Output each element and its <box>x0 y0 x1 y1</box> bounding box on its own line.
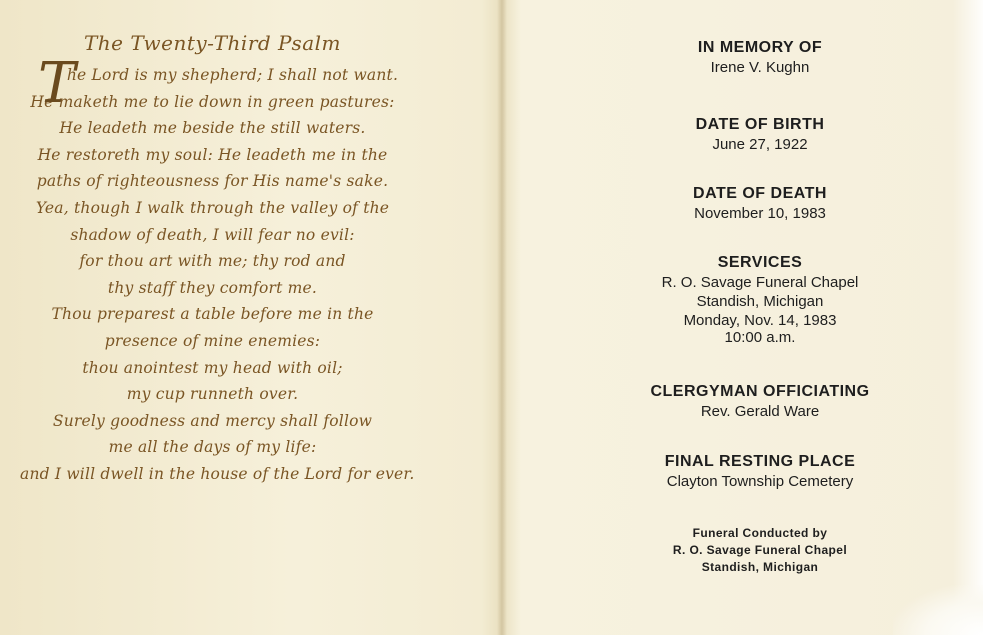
conducted-by: R. O. Savage Funeral Chapel <box>672 543 848 557</box>
psalm-line: thy staff they comfort me. <box>107 278 318 297</box>
psalm-panel <box>20 30 415 488</box>
in-memory-block <box>620 38 900 77</box>
in-memory-heading: IN MEMORY OF <box>697 39 823 56</box>
psalm-line: me all the days of my life: <box>108 438 317 457</box>
psalm-line: shadow of death, I will fear no evil: <box>70 225 355 244</box>
resting-block <box>620 452 900 491</box>
conducted-block <box>620 525 900 576</box>
resting-heading: FINAL RESTING PLACE <box>664 453 856 470</box>
psalm-title: The Twenty-Third Psalm <box>83 31 342 55</box>
psalm-lines <box>20 51 415 488</box>
birth-date: June 27, 1922 <box>712 136 808 153</box>
services-city: Standish, Michigan <box>696 293 824 310</box>
birth-block <box>620 115 900 154</box>
psalm-line: Thou preparest a table before me in the <box>51 305 374 324</box>
psalm-line: He leadeth me beside the still waters. <box>59 119 366 138</box>
psalm-line: He maketh me to lie down in green pastures: <box>30 92 395 111</box>
conducted-city: Standish, Michigan <box>701 560 819 574</box>
services-heading: SERVICES <box>717 254 803 271</box>
psalm-line: and I will dwell in the house of the Lord for ever. <box>20 464 415 483</box>
death-block <box>620 184 900 223</box>
deceased-name: Irene V. Kughn <box>710 59 810 76</box>
services-time: 10:00 a.m. <box>724 329 796 346</box>
psalm-line: Surely goodness and mercy shall follow <box>52 411 373 430</box>
services-block <box>620 253 900 346</box>
psalm-line: He restoreth my soul: He leadeth me in the <box>37 145 388 164</box>
memorial-panel <box>620 38 900 576</box>
torn-edge <box>953 0 983 635</box>
death-date: November 10, 1983 <box>694 205 826 222</box>
services-date: Monday, Nov. 14, 1983 <box>683 312 837 329</box>
psalm-dropcap: T <box>38 51 76 116</box>
psalm-line: for thou art with me; thy rod and <box>79 252 346 271</box>
psalm-line: paths of righteousness for His name's sake. <box>36 172 389 191</box>
psalm-line: Yea, though I walk through the valley of the <box>35 198 390 217</box>
death-heading: DATE OF DEATH <box>693 185 827 202</box>
clergy-heading: CLERGYMAN OFFICIATING <box>650 383 870 400</box>
psalm-line: presence of mine enemies: <box>104 331 321 350</box>
psalm-line: my cup runneth over. <box>126 385 299 404</box>
psalm-line: thou anointest my head with oil; <box>82 358 343 377</box>
conducted-heading: Funeral Conducted by <box>692 526 828 540</box>
clergy-name: Rev. Gerald Ware <box>700 403 820 420</box>
torn-corner <box>893 585 983 635</box>
clergy-block <box>620 382 900 421</box>
services-place: R. O. Savage Funeral Chapel <box>661 274 859 291</box>
psalm-line: he Lord is my shepherd; I shall not want. <box>66 66 399 84</box>
birth-heading: DATE OF BIRTH <box>695 116 825 133</box>
resting-place: Clayton Township Cemetery <box>666 473 854 490</box>
center-fold <box>497 0 507 635</box>
